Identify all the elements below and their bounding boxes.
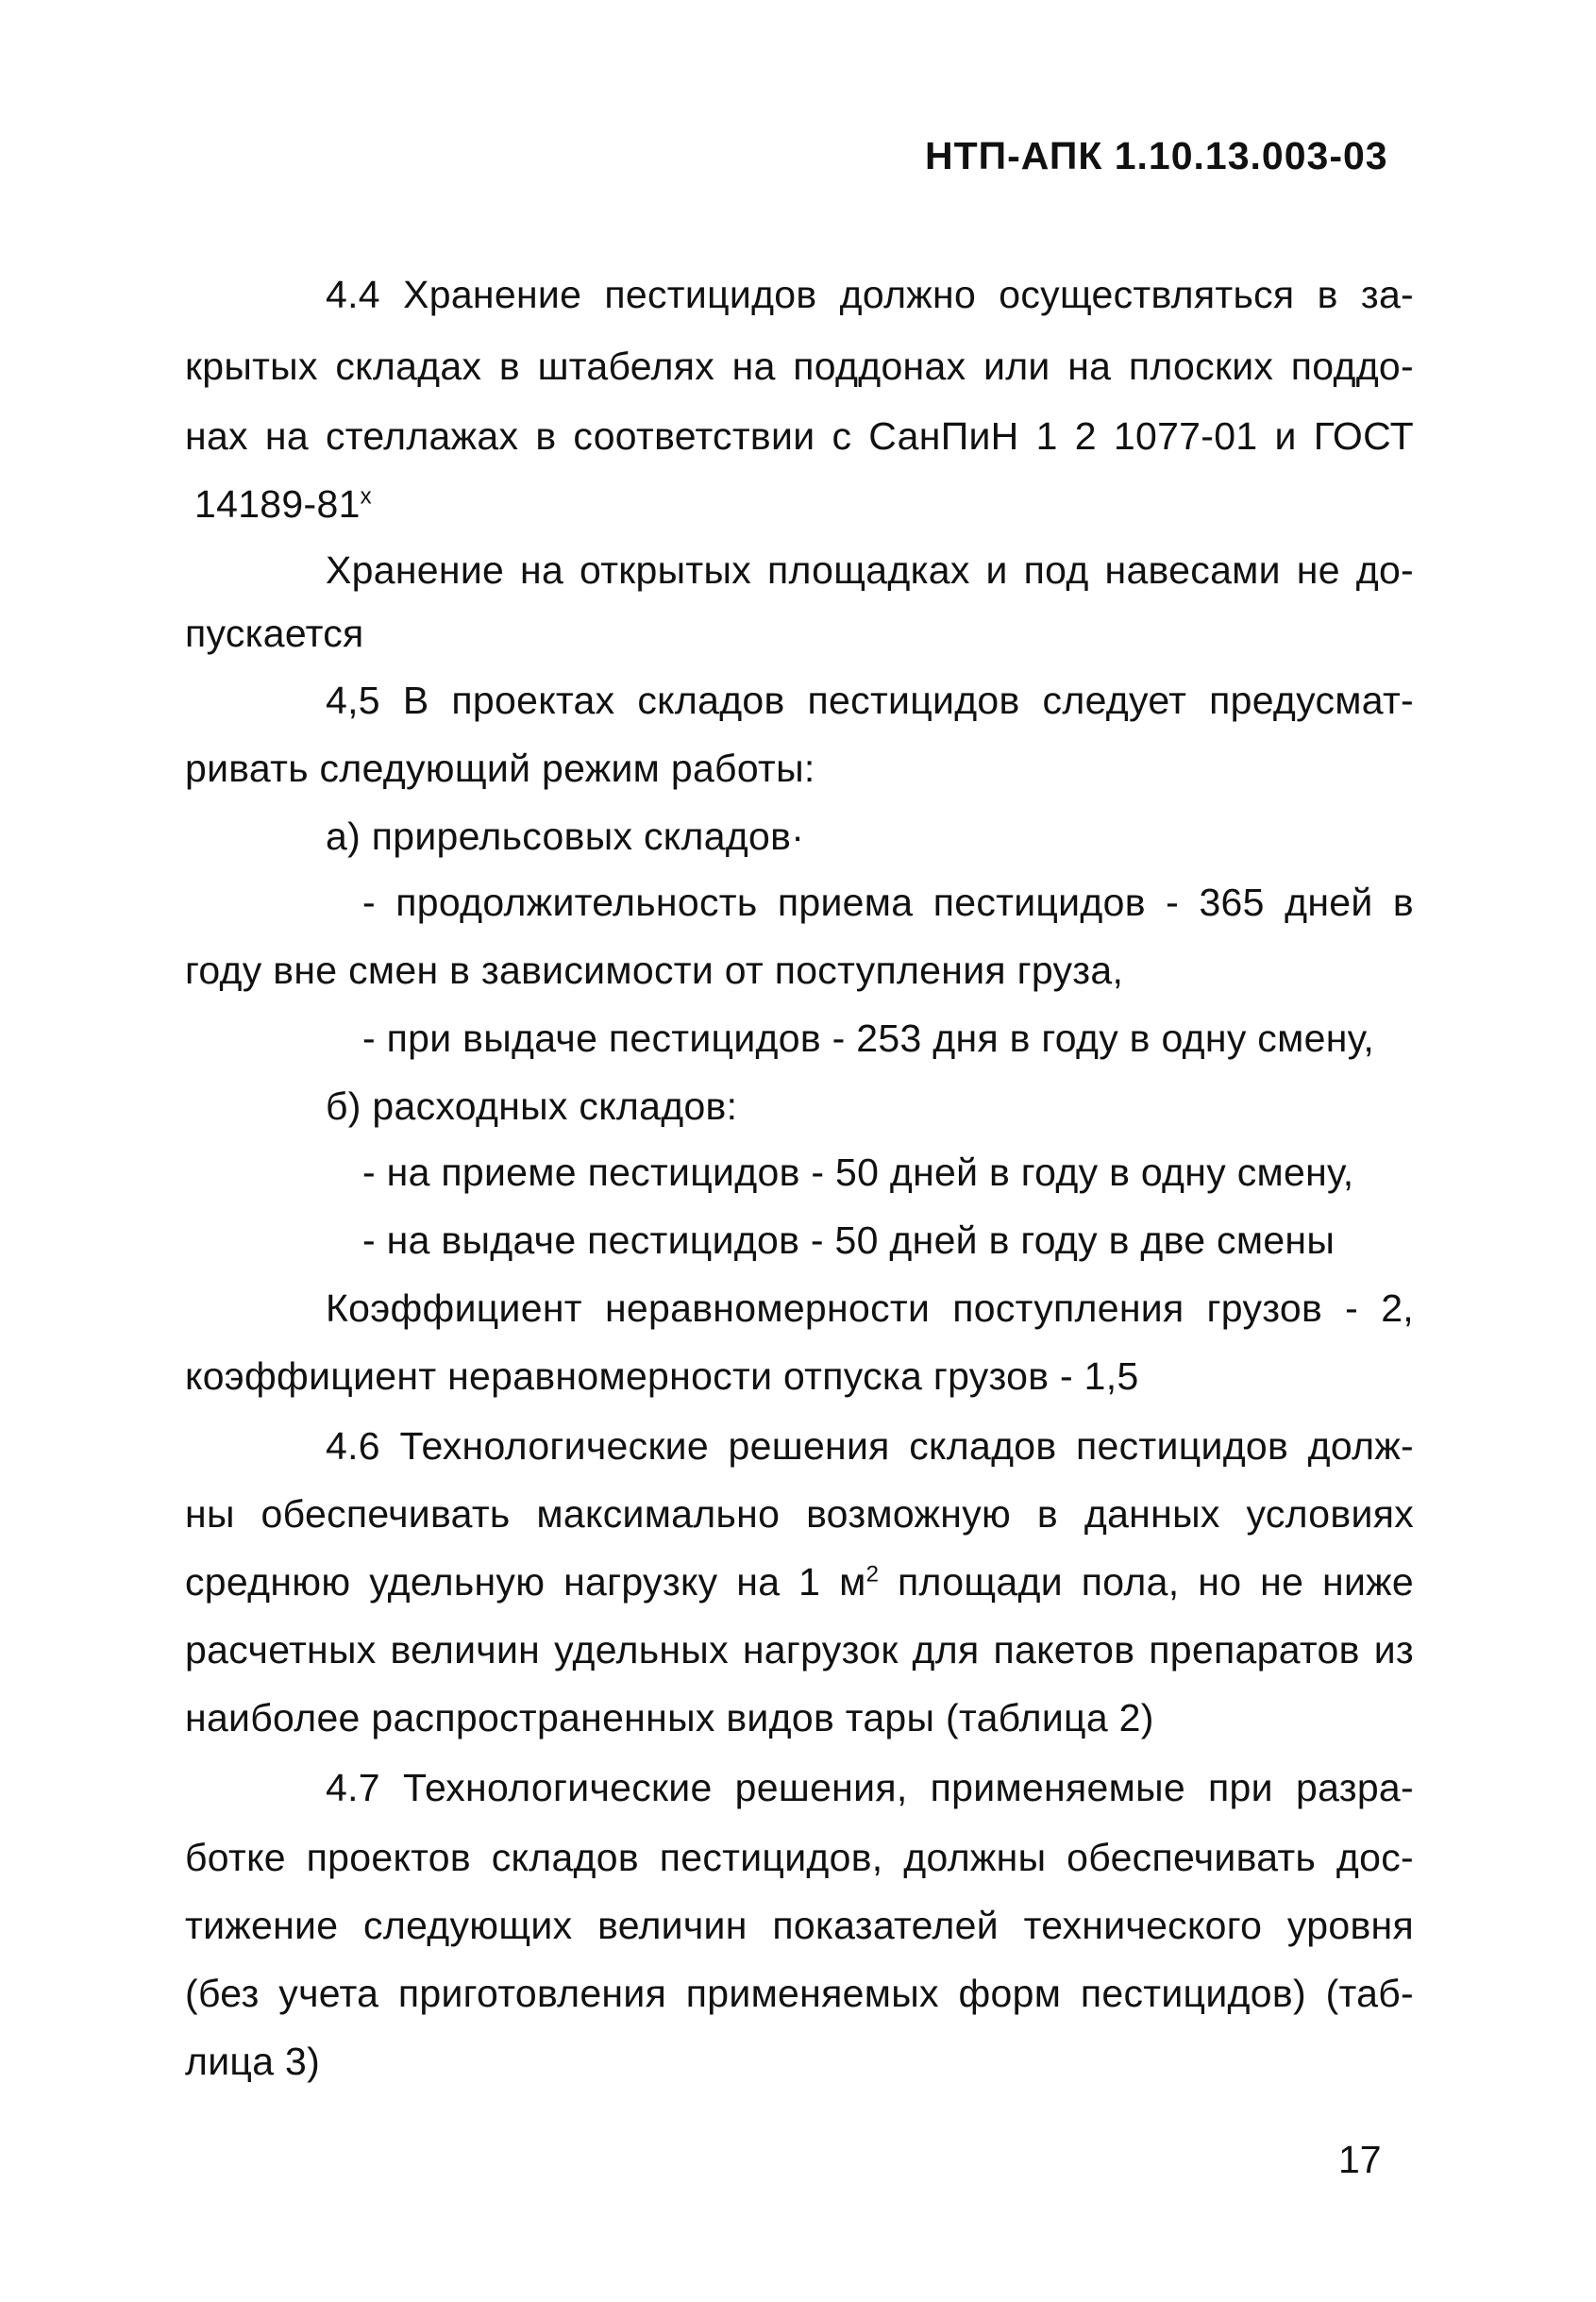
list-a-item-1-line-1: - продолжительность приема пестицидов - 365 дней в xyxy=(362,881,1414,924)
page-number: 17 xyxy=(1338,2138,1382,2181)
list-b-item-1: - на приеме пестицидов - 50 дней в году в одну смену, xyxy=(362,1151,1354,1194)
p47-line-1: 4.7 Технологические решения, применяемые при разра- xyxy=(326,1766,1414,1809)
p46-line-2: ны обеспечивать максимально возможную в данных условиях xyxy=(185,1492,1414,1536)
p44-line-3: нах на стеллажах в соответствии с СанПиН 1 2 1077-01 и ГОСТ xyxy=(185,414,1414,458)
p47-line-4: (без учета приготовления применяемых форм пестицидов) (таб- xyxy=(185,1972,1414,2015)
p46-line-4: расчетных величин удельных нагрузок для пакетов препаратов из xyxy=(185,1628,1414,1672)
p46-line-3 xyxy=(185,1559,1414,1605)
p46-line-3-part-1: среднюю удельную нагрузку на 1 м xyxy=(185,1560,866,1604)
p47-line-2: ботке проектов складов пестицидов, должны обеспечивать дос- xyxy=(185,1836,1414,1879)
list-b-item-2: - на выдаче пестицидов - 50 дней в году в две смены xyxy=(362,1218,1336,1262)
p47-line-5: лица 3) xyxy=(185,2040,321,2083)
p46-superscript: 2 xyxy=(865,1561,880,1588)
p44b-line-1: Хранение на открытых площадках и под навесами не до- xyxy=(326,548,1414,592)
p44-line-2: крытых складах в штабелях на поддонах или на плоских поддо- xyxy=(185,344,1414,388)
coef-line-2: коэффициент неравномерности отпуска грузов - 1,5 xyxy=(185,1354,1139,1398)
p44-line-4-text: 14189-81 xyxy=(194,482,361,526)
p46-line-1: 4.6 Технологические решения складов пестицидов долж- xyxy=(326,1424,1414,1468)
document-code: НТП-АПК 1.10.13.003-03 xyxy=(925,134,1388,177)
p46-line-5: наиболее распространенных видов тары (таблица 2) xyxy=(185,1696,1154,1739)
p47-line-3: тижение следующих величин показателей технического уровня xyxy=(185,1904,1414,1947)
p44-superscript: x xyxy=(360,483,372,510)
list-b-title: б) расходных складов: xyxy=(326,1084,738,1128)
p44-line-1: 4.4 Хранение пестицидов должно осуществляться в за- xyxy=(326,273,1414,316)
coef-line-1: Коэффициент неравномерности поступления грузов - 2, xyxy=(326,1286,1414,1330)
p45-line-1: 4,5 В проектах складов пестицидов следует предусмат- xyxy=(326,679,1414,722)
p46-line-3-part-2: площади пола, но не ниже xyxy=(898,1560,1414,1604)
list-a-title: а) прирельсовых складов· xyxy=(326,815,805,858)
p45-line-2: ривать следующий режим работы: xyxy=(185,747,815,790)
p44-line-4 xyxy=(194,481,372,527)
list-a-item-2: - при выдаче пестицидов - 253 дня в году в одну смену, xyxy=(362,1017,1375,1060)
p44b-line-2: пускается xyxy=(185,612,364,655)
list-a-item-1-line-2: году вне смен в зависимости от поступления груза, xyxy=(185,949,1124,992)
